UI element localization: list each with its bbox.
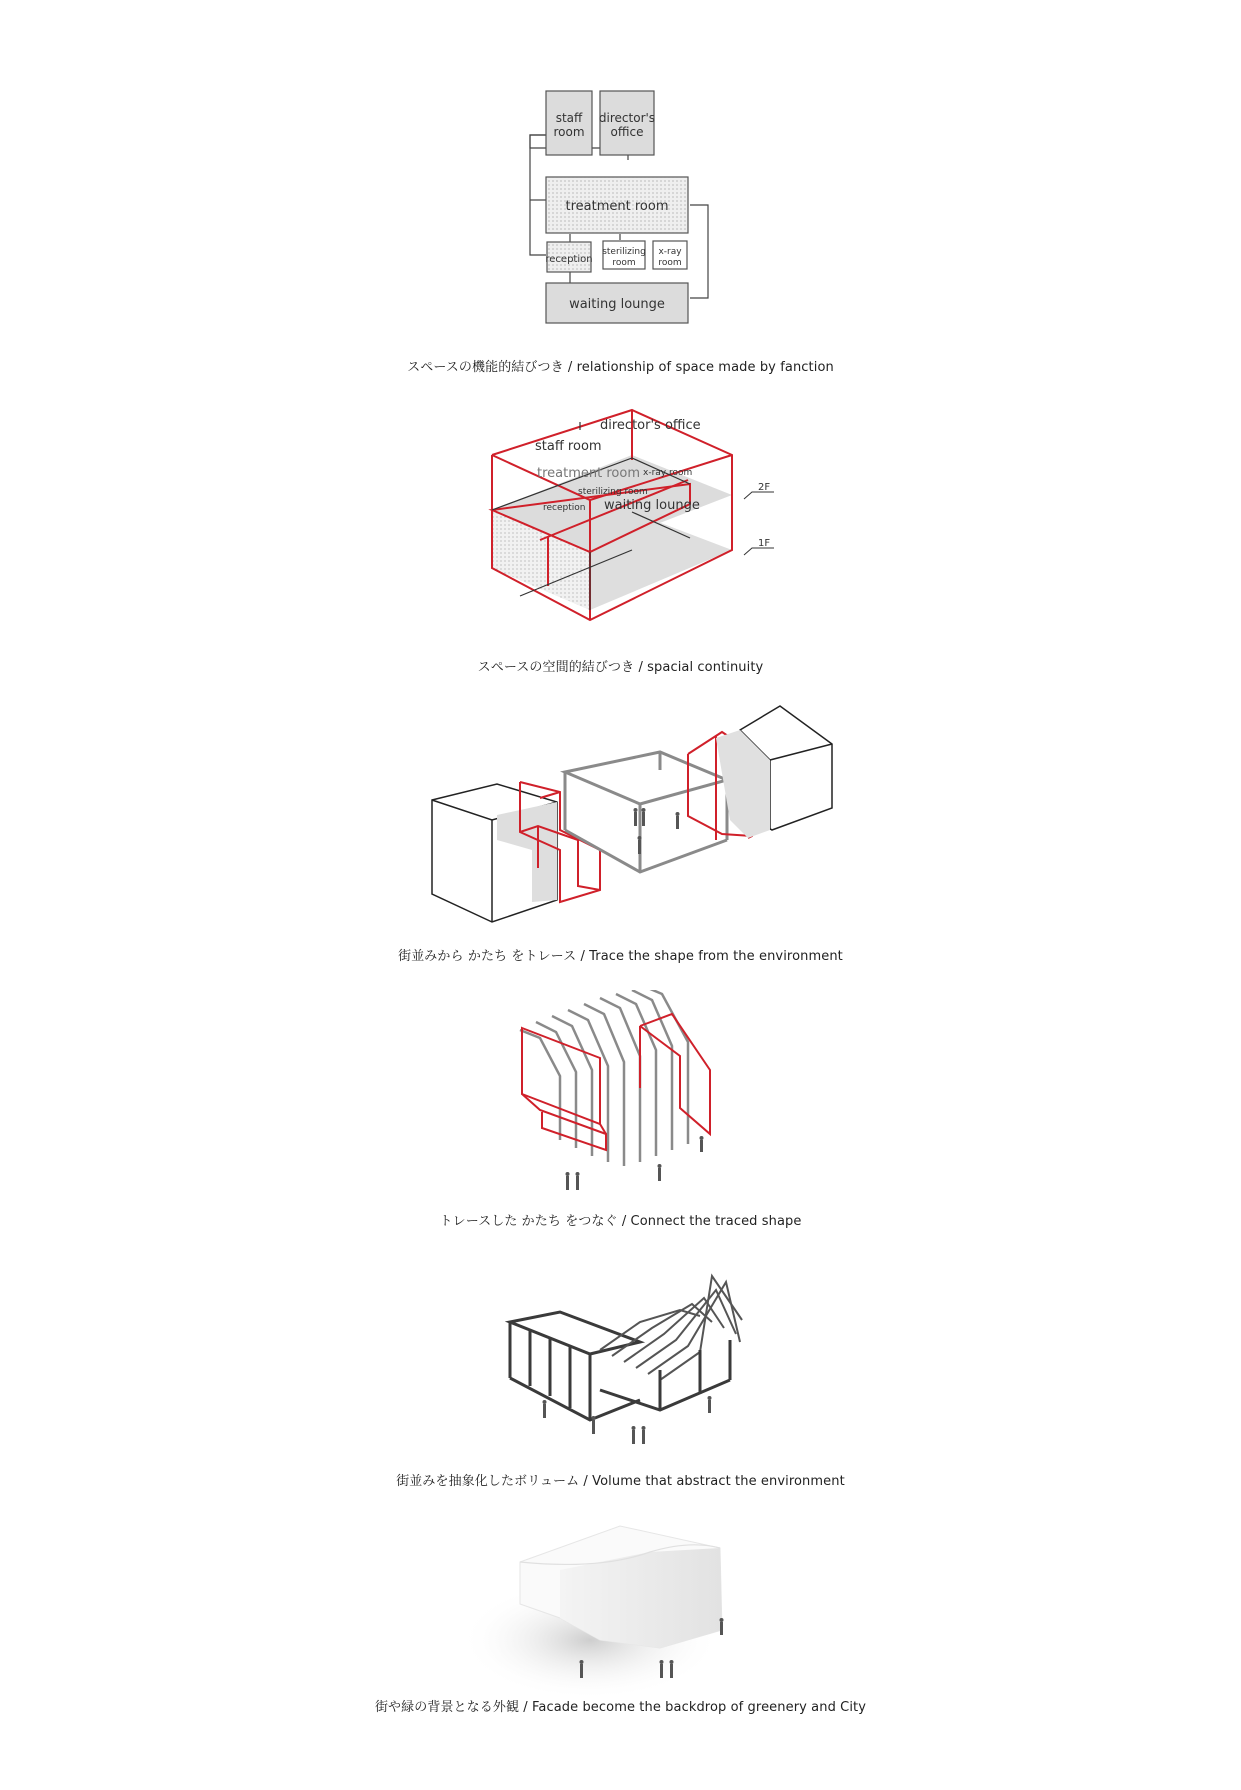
caption-functional-relationship: スペースの機能的結びつき / relationship of space made by fanction <box>407 360 834 375</box>
caption-connect-shape: トレースした かたち をつなぐ / Connect the traced shape <box>439 1214 802 1229</box>
label-waiting-lounge: waiting lounge <box>604 498 700 513</box>
label-staff-room: staff room <box>535 439 602 454</box>
trace-shape-svg <box>0 690 1241 960</box>
diagram-abstract-volume <box>0 1260 1241 1490</box>
functional-diagram-svg <box>0 0 1241 370</box>
connect-shape-svg <box>0 990 1241 1230</box>
caption-abstract-volume: 街並みを抽象化したボリューム / Volume that abstract the environment <box>396 1474 845 1489</box>
caption-trace-shape: 街並みから かたち をトレース / Trace the shape from the environment <box>398 949 843 964</box>
abstract-volume-svg <box>0 1260 1241 1490</box>
people-group-3 <box>543 1396 712 1444</box>
diagram-spatial-continuity <box>0 400 1241 680</box>
reception-label: reception <box>545 254 593 265</box>
waiting-lounge-label: waiting lounge <box>569 297 665 312</box>
treatment-room-label: treatment room <box>565 199 669 214</box>
diagram-connect-shape <box>0 990 1241 1230</box>
label-2f: 2F <box>758 482 771 493</box>
label-treatment-room: treatment room <box>537 466 640 481</box>
label-sterilizing-room: sterilizing room <box>578 487 648 497</box>
xray-room-label-2: room <box>658 258 682 268</box>
sterilizing-room-label-2: room <box>612 258 636 268</box>
label-reception: reception <box>543 503 586 513</box>
staff-room-label-2: room <box>553 125 585 139</box>
staff-room-label-1: staff <box>555 111 583 125</box>
diagram-facade <box>0 1500 1241 1760</box>
caption-facade: 街や緑の背景となる外観 / Facade become the backdrop of greenery and City <box>374 1700 867 1715</box>
directors-office-label-1: director's <box>598 111 656 125</box>
caption-spatial-continuity: スペースの空間的結びつき / spacial continuity <box>477 660 764 675</box>
directors-office-label-2: office <box>610 125 644 139</box>
facade-svg <box>0 1500 1241 1760</box>
xray-room-label-1: x-ray <box>658 247 682 257</box>
label-xray-room: x-ray room <box>643 468 693 478</box>
structure-gable-ribs <box>600 1276 742 1380</box>
label-1f: 1F <box>758 538 771 549</box>
spatial-continuity-svg <box>0 400 1241 680</box>
diagram-trace-shape <box>0 690 1241 964</box>
structure-left-frame <box>510 1312 640 1420</box>
label-directors-office: director's office <box>600 418 701 433</box>
sterilizing-room-label-1: sterilizing <box>602 247 646 257</box>
gray-frame-middle <box>565 752 727 872</box>
red-right-house <box>640 1014 710 1134</box>
diagram-functional-relationship <box>0 0 1241 375</box>
